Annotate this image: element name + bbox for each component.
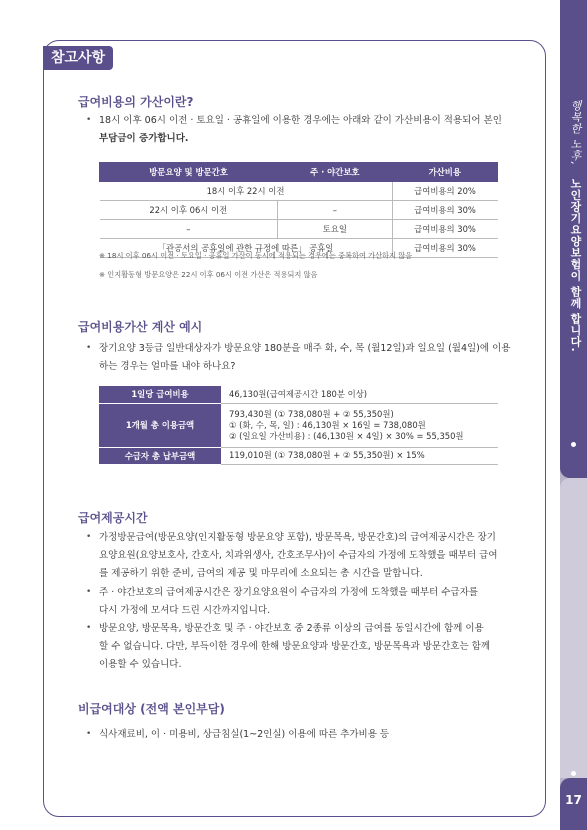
cell-line: 793,430원 (① 738,080원 + ② 55,350원) xyxy=(229,408,394,419)
table-cell: – xyxy=(278,201,392,220)
table-cell: – xyxy=(100,220,278,239)
paragraph-line: 부담금이 증가합니다. xyxy=(99,133,189,144)
table-row xyxy=(99,447,498,464)
table-row xyxy=(100,220,498,239)
table-cell: 급여비용의 30% xyxy=(392,201,497,220)
paragraph-line: 다시 가정에 모셔다 드린 시간까지입니다. xyxy=(99,605,271,616)
paragraph xyxy=(99,529,509,583)
paragraph-line: 장기요양 3등급 일반대상자가 방문요양 180분을 매주 화, 수, 목 (월12일)과 일요일 (월4일)에 이용 xyxy=(99,343,511,354)
table-cell: 18시 이후 22시 이전 xyxy=(100,182,393,201)
row-label: 1일당 급여비용 xyxy=(99,386,221,403)
cell-line: ② (일요일 가산비용) : (46,130원 × 4일) × 30% = 55,350원 xyxy=(229,430,464,441)
calculation-table xyxy=(99,386,498,465)
sidebar-slogan-script: 행복한 노후, xyxy=(569,100,582,166)
page-number: 17 xyxy=(565,793,582,807)
table-header: 방문요양 및 방문간호 xyxy=(100,163,278,182)
row-label: 1개월 총 이용금액 xyxy=(99,403,221,447)
reference-tab: 참고사항 xyxy=(43,46,113,70)
footnote: ※ 인지활동형 방문요양은 22시 이후 06시 이전 가산은 적용되지 않음 xyxy=(99,270,318,279)
bullet-icon: • xyxy=(86,532,92,542)
sidebar-light-band xyxy=(560,478,587,778)
paragraph-line: 18시 이후 06시 이전 · 토요일 · 공휴일에 이용한 경우에는 아래와 같이 가산비용이 적용되어 본인 xyxy=(99,115,502,126)
table-cell: 22시 이후 06시 이전 xyxy=(100,201,278,220)
paragraph xyxy=(99,340,517,376)
paragraph-line: 하는 경우는 얼마를 내야 하나요? xyxy=(99,361,236,372)
table-cell: 46,130원(급여제공시간 180분 이상) xyxy=(221,386,498,403)
paragraph xyxy=(99,112,517,148)
bullet-icon: • xyxy=(86,729,92,739)
section-heading: 비급여대상 (전액 본인부담) xyxy=(78,702,225,716)
paragraph-line: 식사재료비, 이 · 미용비, 상급침실(1~2인실) 이용에 따른 추가비용 등 xyxy=(99,729,390,740)
bullet-icon: • xyxy=(86,623,92,633)
paragraph-line: 방문요양, 방문목욕, 방문간호 및 주 · 야간보호 중 2종류 이상의 급여를 동일시간에 함께 이용 xyxy=(99,623,484,634)
section-heading: 급여비용의 가산이란? xyxy=(78,95,194,109)
paragraph-line: 이용할 수 있습니다. xyxy=(99,659,182,670)
paragraph-line: 가정방문급여(방문요양(인지활동형 방문요양 포함), 방문목욕, 방문간호)의 급여제공시간은 장기 xyxy=(99,532,496,543)
bullet-icon: • xyxy=(86,343,92,353)
bullet-icon: • xyxy=(86,115,92,125)
sidebar-dot xyxy=(571,442,576,447)
sidebar-slogan-text: 노인장기요양보험이 함께 합니다. xyxy=(569,177,582,353)
table-cell: 토요일 xyxy=(278,220,392,239)
section-heading: 급여제공시간 xyxy=(78,511,148,525)
sidebar-slogan xyxy=(563,100,583,430)
row-label: 수급자 총 납부금액 xyxy=(99,447,221,464)
table-cell: 급여비용의 20% xyxy=(392,182,497,201)
table-cell: 「관공서의 공휴일에 관한 규정에 따른」 공휴일 xyxy=(100,239,393,258)
table-row xyxy=(99,386,498,403)
sidebar-dot xyxy=(571,771,576,776)
table-row xyxy=(99,403,498,447)
table-cell: 급여비용의 30% xyxy=(392,239,497,258)
paragraph xyxy=(99,620,509,674)
paragraph-line: 를 제공하기 위한 준비, 급여의 제공 및 마무리에 소요되는 총 시간을 말합니다. xyxy=(99,568,423,579)
paragraph-line: 요양요원(요양보호사, 간호사, 치과위생사, 간호조무사)이 수급자의 가정에 도착했을 때부터 급여 xyxy=(99,550,498,561)
footnote: ※ 18시 이후 06시 이전 · 토요일 · 공휴일 가산이 동시에 적용되는 경우에는 중복하여 가산하지 않음 xyxy=(99,251,413,260)
paragraph xyxy=(99,726,517,744)
cell-line: ① (화, 수, 목, 일) : 46,130원 × 16일 = 738,080원 xyxy=(229,419,426,430)
paragraph xyxy=(99,584,509,620)
table-header: 가산비용 xyxy=(392,163,497,182)
paragraph-line: 할 수 없습니다. 다만, 부득이한 경우에 한해 방문요양과 방문간호, 방문목욕과 방문간호는 함께 xyxy=(99,641,491,652)
table-cell: 119,010원 (① 738,080원 + ② 55,350원) × 15% xyxy=(221,447,498,464)
table-header-row xyxy=(100,163,498,182)
table-row xyxy=(100,182,498,201)
surcharge-table xyxy=(99,162,498,258)
paragraph-line: 주 · 야간보호의 급여제공시간은 장기요양요원이 수급자의 가정에 도착했을 때부터 수급자를 xyxy=(99,587,478,598)
section-heading: 급여비용가산 계산 예시 xyxy=(78,320,203,334)
bullet-icon: • xyxy=(86,587,92,597)
table-cell xyxy=(221,403,498,447)
table-cell: 급여비용의 30% xyxy=(392,220,497,239)
table-row xyxy=(100,201,498,220)
table-header: 주 · 야간보호 xyxy=(278,163,392,182)
